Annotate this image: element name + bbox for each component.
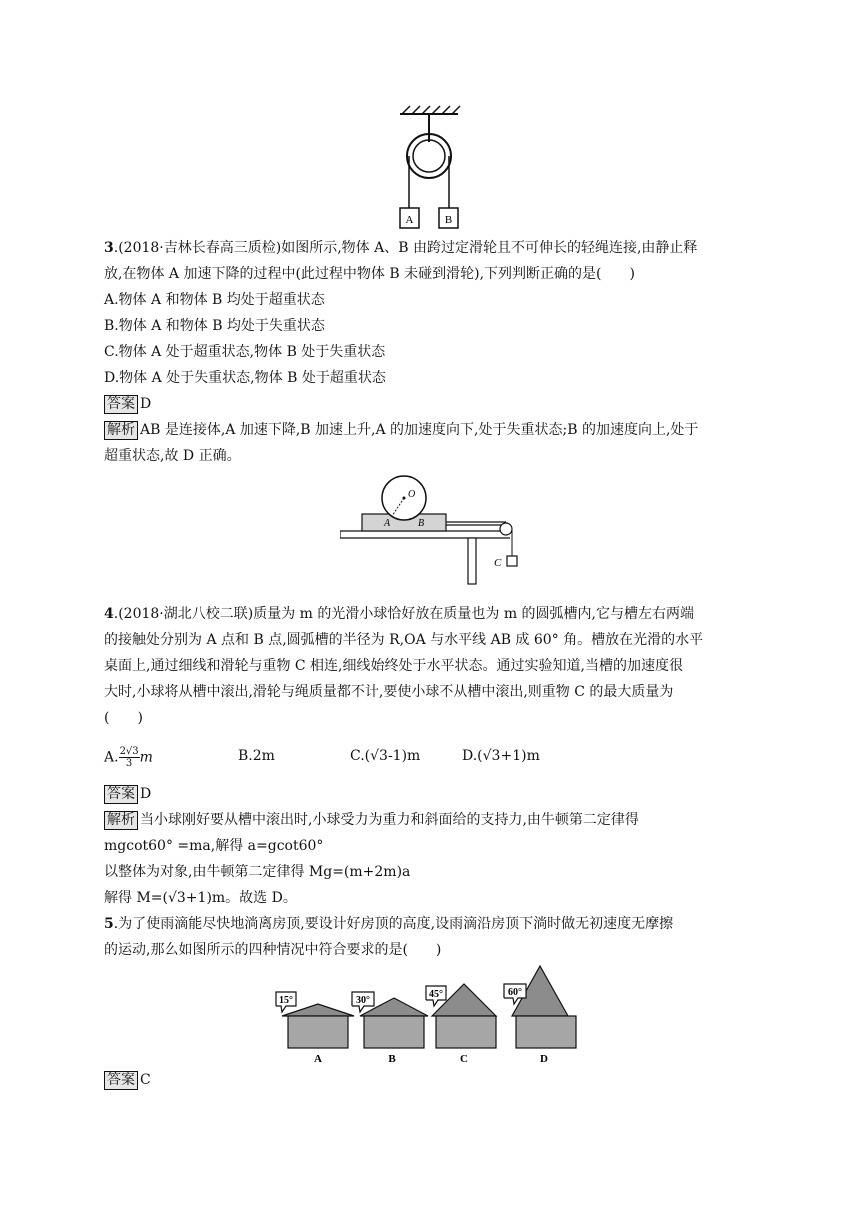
- q4-line1: 4.(2018·湖北八校二联)质量为 m 的光滑小球恰好放在质量也为 m 的圆弧槽内,它与槽左右两端: [104, 606, 695, 622]
- fig-label-o: O: [408, 489, 416, 500]
- answer-tag: 答案: [104, 1071, 138, 1090]
- pulley-figure: [396, 104, 462, 232]
- q4-analysis-line2: mgcot60° =ma,解得 a=gcot60°: [104, 838, 324, 854]
- answer-tag: 答案: [104, 785, 138, 804]
- q5-line2: 的运动,那么如图所示的四种情况中符合要求的是( ): [104, 942, 442, 958]
- q3-number: 3: [104, 240, 114, 256]
- fraction: $\frac{2√3}{3}$: [119, 746, 139, 769]
- angle-label-15: 15°: [279, 995, 293, 1006]
- q4-analysis-line1: 解析 当小球刚好要从槽中滚出时,小球受力为重力和斜面给的支持力,由牛顿第二定律得: [104, 810, 639, 830]
- angle-label-60: 60°: [508, 987, 522, 998]
- house-a: [276, 992, 354, 1065]
- analysis-tag: 解析: [104, 421, 138, 440]
- q3-option-c: C.物体 A 处于超重状态,物体 B 处于失重状态: [104, 344, 386, 360]
- q5-answer: 答案 C: [104, 1070, 151, 1090]
- analysis-tag: 解析: [104, 811, 138, 830]
- q4-line3: 桌面上,通过细线和滑轮与重物 C 相连,细线始终处于水平状态。通过实验知道,当槽的加速度很: [104, 658, 683, 674]
- q3-option-d: D.物体 A 处于失重状态,物体 B 处于超重状态: [104, 370, 386, 386]
- q3-answer: 答案 D: [104, 394, 151, 414]
- q4-option-d: D.(√3+1)m: [462, 748, 540, 764]
- fig-label-b: B: [418, 518, 425, 529]
- q4-analysis-line4: 解得 M=(√3+1)m。故选 D。: [104, 890, 297, 906]
- q4-line5: ( ): [104, 710, 143, 726]
- house-label-c: C: [460, 1053, 468, 1065]
- house-c: [426, 984, 496, 1065]
- angle-label-30: 30°: [356, 995, 370, 1006]
- house-label-d: D: [540, 1053, 548, 1065]
- q4-analysis-line3: 以整体为对象,由牛顿第二定律得 Mg=(m+2m)a: [104, 864, 411, 880]
- house-label-b: B: [388, 1053, 396, 1065]
- groove-table-figure: [340, 472, 526, 588]
- answer-tag: 答案: [104, 395, 138, 414]
- angle-label-45: 45°: [429, 989, 443, 1000]
- q3-analysis-line2: 超重状态,故 D 正确。: [104, 448, 241, 464]
- q3-analysis-line1: 解析 AB 是连接体,A 加速下降,B 加速上升,A 的加速度向下,处于失重状态;B 的加速度向上,处于: [104, 420, 698, 440]
- house-b: [352, 992, 428, 1065]
- q4-answer: 答案 D: [104, 784, 151, 804]
- q4-line2: 的接触处分别为 A 点和 B 点,圆弧槽的半径为 R,OA 与水平线 AB 成 60° 角。槽放在光滑的水平: [104, 632, 704, 648]
- house-d: [504, 966, 576, 1065]
- q4-option-c: C.(√3-1)m: [350, 748, 421, 764]
- q3-line2: 放,在物体 A 加速下降的过程中(此过程中物体 B 未碰到滑轮),下列判断正确的是( ): [104, 266, 635, 282]
- fig-label-c: C: [494, 557, 502, 569]
- houses-figure: [272, 962, 592, 1068]
- q3-line1: 3.(2018·吉林长春高三质检)如图所示,物体 A、B 由跨过定滑轮且不可伸长的轻绳连接,由静止释: [104, 240, 698, 256]
- q3-option-b: B.物体 A 和物体 B 均处于失重状态: [104, 318, 325, 334]
- q5-number: 5: [104, 916, 114, 932]
- q4-option-a: A. $\frac{2√3}{3}$ m: [104, 746, 153, 769]
- q4-line4: 大时,小球将从槽中滚出,滑轮与绳质量都不计,要使小球不从槽中滚出,则重物 C 的最大质量为: [104, 684, 674, 700]
- q4-number: 4: [104, 606, 114, 622]
- fig-label-a: A: [405, 214, 414, 226]
- fig-label-b: B: [444, 214, 453, 226]
- q3-option-a: A.物体 A 和物体 B 均处于超重状态: [104, 292, 325, 308]
- q4-option-b: B.2m: [238, 748, 275, 764]
- fig-label-a: A: [384, 518, 391, 529]
- q5-line1: 5.为了使雨滴能尽快地淌离房顶,要设计好房顶的高度,设雨滴沿房顶下淌时做无初速度无摩擦: [104, 916, 674, 932]
- house-label-a: A: [314, 1053, 322, 1065]
